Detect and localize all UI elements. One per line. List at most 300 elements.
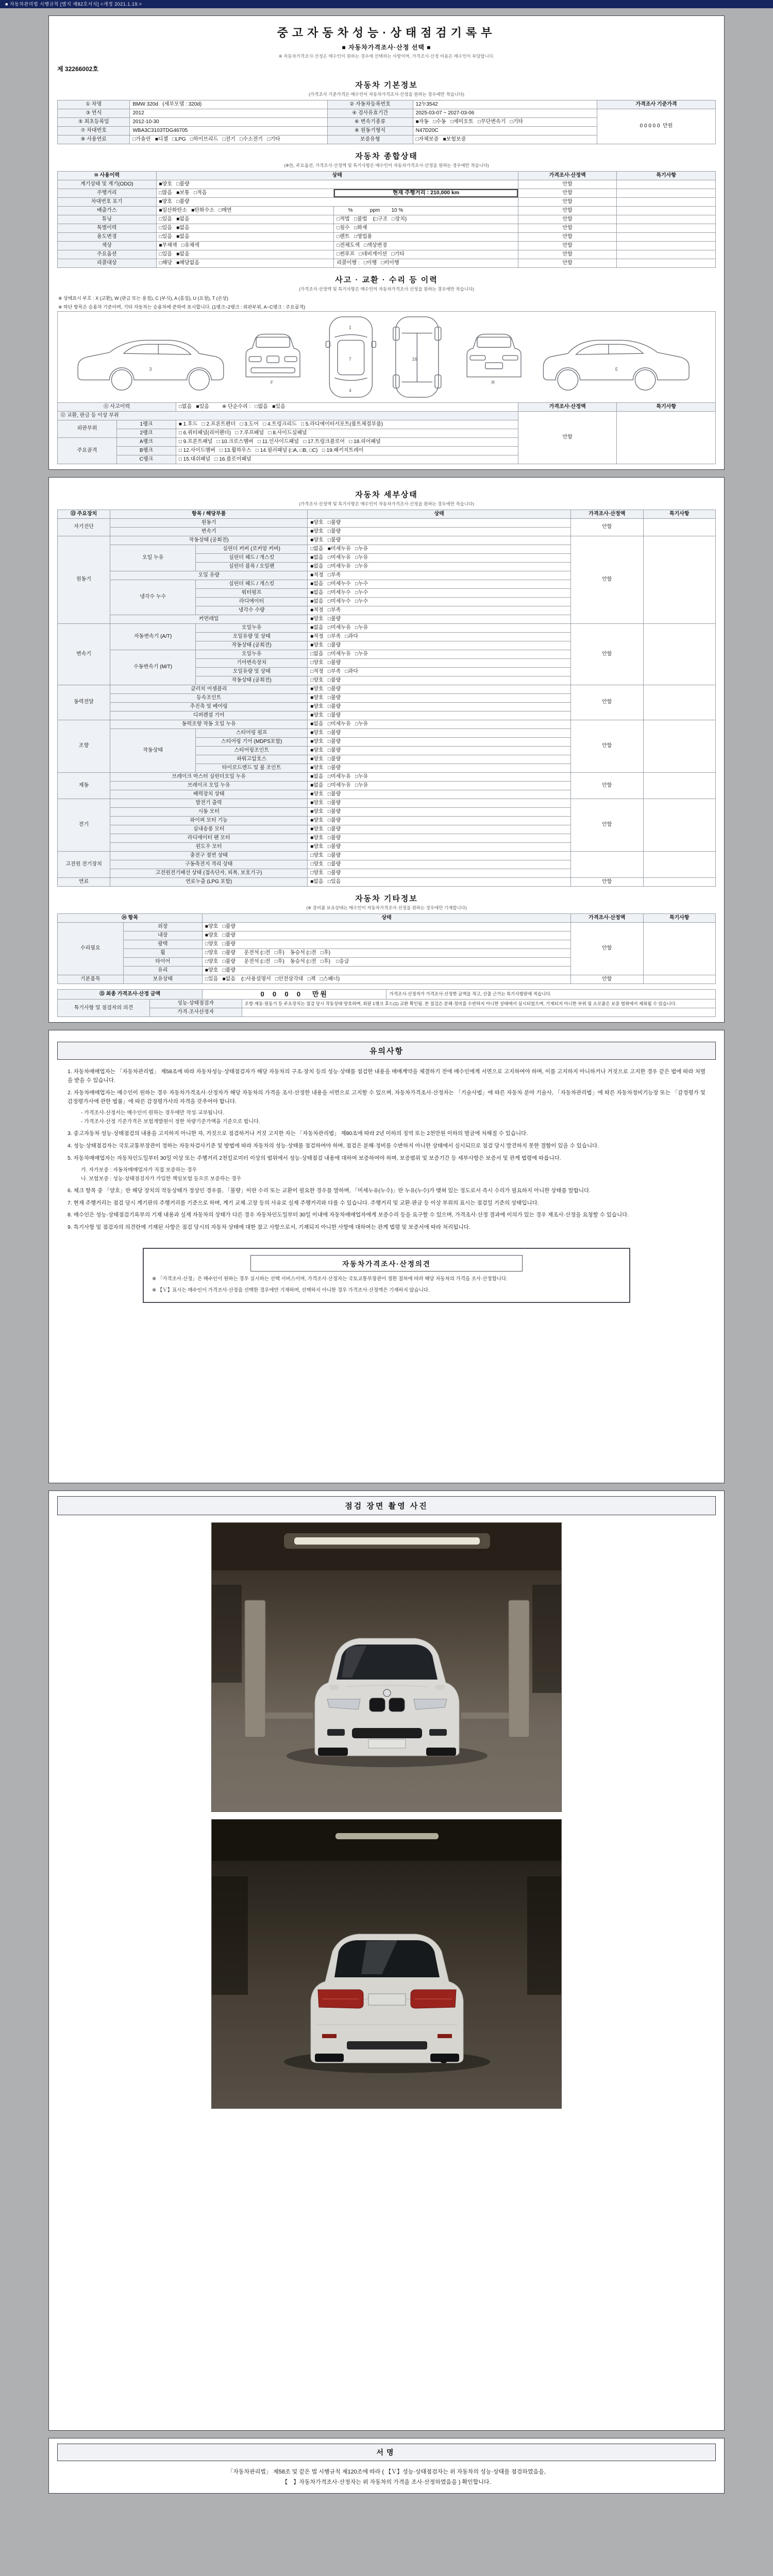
checkbox-group[interactable]: □양호 □불량 bbox=[308, 852, 571, 860]
table-cell: 기본품목 bbox=[58, 975, 124, 984]
checkbox-group[interactable]: ■없음 □미세누유 □누유 bbox=[308, 773, 571, 782]
checkbox-group[interactable]: □많음 ■보통 □적음 bbox=[156, 189, 334, 198]
table-cell bbox=[643, 878, 716, 887]
checkbox-group[interactable]: ■없음 □미세누유 □누유 bbox=[308, 624, 571, 633]
table-cell bbox=[643, 799, 716, 852]
notice-item: 8. 매수인은 성능·상태점검기록부의 기재 내용과 실제 자동차의 상태가 다른 경우 자동차인도일부터 30일 이내에 자동차매매업자에게 보증수리 등을 요구할 수 있으며, 가격조사·산정 결과에 이의가 있는 경우 재조사·산정을 요청할 수 있습니다. bbox=[68, 1212, 629, 1218]
table-cell: 외장 bbox=[123, 923, 202, 931]
section-title-detail: 자동차 세부상태 bbox=[355, 490, 418, 499]
notice-list bbox=[57, 1060, 716, 1238]
checkbox-group[interactable]: ■양호 □불량 bbox=[308, 825, 571, 834]
table-cell: 0 0 0 0 만원 bbox=[202, 990, 386, 999]
notice-item: 6. 체크 항목 중 「양호」란 해당 장치의 작동상태가 정상인 경우를, 「불량」이란 수리 또는 교환이 필요한 경우를 말하며, 「미세누유(누수)」란 누유(누수)가 맺혀 있는 정도로서 즉시 수리가 필요하지 아니한 상태를 말합니다. bbox=[68, 1187, 591, 1194]
svg-text:1: 1 bbox=[348, 325, 351, 330]
table-cell: 안함 bbox=[518, 180, 617, 189]
table-cell bbox=[617, 224, 716, 233]
table-cell: 발전기 출력 bbox=[110, 799, 308, 808]
table-cell: 특기사항 bbox=[617, 403, 716, 412]
checkbox-group[interactable]: ■양호 □불량 bbox=[308, 519, 571, 528]
checkbox-group[interactable]: ■양호 □불량 bbox=[308, 694, 571, 703]
table-cell: 외판부위 bbox=[58, 420, 117, 438]
checkbox-group[interactable]: ■없음 □미세누유 □누유 bbox=[308, 782, 571, 790]
checkbox-group[interactable]: □양호 □불량 bbox=[308, 676, 571, 685]
table-cell: 안함 bbox=[518, 412, 617, 464]
table-cell bbox=[617, 198, 716, 207]
table-cell: 실내송풍 모터 bbox=[110, 825, 308, 834]
car-outline-views-svg bbox=[60, 315, 717, 401]
table-cell: 실린더 커버 (로커암 커버) bbox=[196, 545, 308, 554]
checkbox-group[interactable]: ■적정 □부족 bbox=[308, 606, 571, 615]
checkbox-group[interactable]: ■양호 □불량 bbox=[308, 641, 571, 650]
table-cell: 안함 bbox=[518, 250, 617, 259]
table-cell: 제동 bbox=[58, 773, 110, 799]
checkbox-group[interactable]: ■양호 □불량 bbox=[308, 755, 571, 764]
table-cell: 스티어링조인트 bbox=[196, 747, 308, 755]
table-cell: 동력조향 작동 오일 누유 bbox=[110, 720, 308, 729]
table-cell bbox=[643, 852, 716, 878]
basic-info-table bbox=[57, 100, 716, 144]
table-cell: 안함 bbox=[571, 685, 643, 720]
checkbox-group[interactable]: ■양호 □불량 bbox=[308, 711, 571, 720]
svg-text:16: 16 bbox=[412, 356, 417, 362]
table-cell: 용도변경 bbox=[58, 233, 157, 242]
table-cell: WBA3C3103TDG46705 bbox=[130, 127, 327, 135]
checkbox-group[interactable]: □있음 ■없음 bbox=[156, 233, 334, 242]
table-cell: 수동변속기 (M/T) bbox=[110, 650, 196, 685]
table-cell: ⑨ 사용연료 bbox=[58, 135, 130, 144]
document-subtitle: ■ 자동차가격조사·산정 선택 ■ bbox=[342, 44, 431, 51]
checkbox-group[interactable]: ■양호 □불량 bbox=[308, 685, 571, 694]
table-cell: 냉각수 수량 bbox=[196, 606, 308, 615]
document-title: 중고자동차성능·상태점검기록부 bbox=[277, 26, 496, 39]
checkbox-group[interactable]: □양호 □불량 bbox=[308, 659, 571, 668]
checkbox-group[interactable]: □양호 □불량 운전석 (□전 □후) 동승석 (□전 □후) □응급 bbox=[202, 958, 570, 967]
table-cell: 가격조사·산정액 bbox=[518, 403, 617, 412]
table-cell: 자기진단 bbox=[58, 519, 110, 536]
checkbox-group[interactable]: □적정 □부족 □과다 bbox=[308, 668, 571, 676]
table-cell: 가격조사 기준가격 bbox=[597, 100, 716, 109]
checkbox-group[interactable]: □양호 □불량 bbox=[308, 869, 571, 878]
section-note-etc: (※ 장비품 보유상태는 매수인이 자동차가격조사·산정을 원하는 경우에만 기재합니다) bbox=[306, 905, 467, 910]
checkbox-group[interactable]: □양호 □불량 운전석 (□전 □후) 동승석 (□전 □후) bbox=[202, 949, 570, 958]
photo-front-svg bbox=[212, 1523, 562, 1811]
table-cell: 특기사항 bbox=[643, 510, 716, 519]
checkbox-group[interactable]: ■없음 □미세누수 □누수 bbox=[308, 580, 571, 589]
section-title-comprehensive: 자동차 종합상태 bbox=[355, 152, 418, 161]
checkbox-group[interactable]: □썬루프 □네비게이션 □기타 bbox=[334, 250, 518, 259]
checkbox-group[interactable]: □자체보증 ■보험보증 bbox=[413, 135, 597, 144]
table-cell: 스티어링 펌프 bbox=[196, 729, 308, 738]
table-cell: 타이로드엔드 및 볼 조인트 bbox=[196, 764, 308, 773]
section-note-detail: (가격조사·산정액 및 특기사항은 매수인이 자동차가격조사·산정을 원하는 경우에만 적습니다) bbox=[299, 501, 474, 506]
checkbox-group[interactable]: ■없음 □미세누유 □누유 bbox=[308, 554, 571, 563]
table-cell: 윈도우 모터 bbox=[110, 843, 308, 852]
section-note-accident: (가격조사·산정액 및 특기사항은 매수인이 자동차가격조사·산정을 원하는 경우에만 적습니다) bbox=[299, 286, 474, 292]
checkbox-group[interactable]: □양호 □불량 bbox=[308, 860, 571, 869]
table-cell: 항목 / 해당부품 bbox=[110, 510, 308, 519]
price-appraisal-opinion-box bbox=[143, 1248, 630, 1303]
table-cell: 등속조인트 bbox=[110, 694, 308, 703]
notice-item: 7. 현재 주행거리는 점검 당시 계기판의 주행거리를 기준으로 하며, 계기 교체·고장 등의 사유로 실제 주행거리와 다를 수 있습니다. 주행거리 및 교환·판금 등 이상 부위의 표시는 점검일 기준의 상태입니다. bbox=[68, 1199, 539, 1206]
table-cell: 튜닝 bbox=[58, 215, 157, 224]
table-cell: 연료 bbox=[58, 878, 110, 887]
table-cell: 안함 bbox=[571, 923, 643, 975]
table-cell: 주요옵션 bbox=[58, 250, 157, 259]
checkbox-group[interactable]: ■양호 □불량 bbox=[156, 180, 518, 189]
table-cell: ⑦ 차대번호 bbox=[58, 127, 130, 135]
checkbox-group[interactable]: ■양호 □불량 bbox=[308, 703, 571, 711]
table-cell: ③ 연식 bbox=[58, 109, 130, 118]
table-cell: 디퍼렌셜 기어 bbox=[110, 711, 308, 720]
checkbox-group[interactable]: □있음 ■없음 bbox=[156, 215, 334, 224]
table-cell: 오일유량 및 상태 bbox=[196, 668, 308, 676]
table-cell: 안함 bbox=[518, 242, 617, 250]
svg-text:F: F bbox=[270, 380, 274, 385]
checkbox-group[interactable]: ■양호 □불량 bbox=[202, 967, 570, 975]
table-cell: ① 차명 bbox=[58, 100, 130, 109]
panel-detail-state bbox=[48, 477, 725, 1023]
notice-item: 5. 자동차매매업자는 자동차인도일부터 30일 이상 또는 주행거리 2천킬로미터 이상의 범위에서 성능·상태점검 내용에 대하여 보증하여야 하며, 보증범위 및 보증기간 등 세부사항은 보증서 및 관계 법령에 따릅니다. bbox=[68, 1155, 561, 1162]
table-cell: 가격조사·산정자가 가격조사·산정한 금액을 적고, 산출 근거는 특기사항란에 적습니다. bbox=[386, 990, 716, 999]
table-cell: 원동기 bbox=[110, 519, 308, 528]
checkbox-group[interactable]: ■양호 □불량 bbox=[308, 738, 571, 747]
checkbox-group[interactable]: ■없음 □미세누유 □누유 bbox=[308, 563, 571, 571]
table-cell: 작동상태 (공회전) bbox=[196, 676, 308, 685]
table-cell: 상태 bbox=[202, 914, 570, 923]
table-cell: ⑩ 사용이력 bbox=[58, 172, 157, 180]
table-cell bbox=[617, 233, 716, 242]
panel-signature bbox=[48, 2438, 725, 2494]
table-cell: 변속기 bbox=[110, 528, 308, 536]
table-cell bbox=[643, 624, 716, 685]
table-cell: 2012 bbox=[130, 109, 327, 118]
price-appraisal-opinion-line1: ※ 「가격조사·산정」은 매수인이 원하는 경우 실시하는 선택 서비스이며, 가격조사·산정자는 국토교통부장관이 정한 절차에 따라 해당 자동차의 가격을 조사·산정합니다. bbox=[152, 1276, 508, 1282]
table-cell: 실린더 헤드 / 개스킷 bbox=[196, 554, 308, 563]
table-cell: 성능·상태점검자 bbox=[149, 999, 242, 1008]
table-cell: 특별이력 bbox=[58, 224, 157, 233]
table-cell bbox=[643, 685, 716, 720]
checkbox-group[interactable]: □침수 □화재 bbox=[334, 224, 518, 233]
table-cell: 차대번호 표기 bbox=[58, 198, 157, 207]
comprehensive-state-table bbox=[57, 171, 716, 268]
checkbox-group[interactable]: ■양호 □불량 bbox=[308, 747, 571, 755]
notice-item: 1. 자동차매매업자는 「자동차관리법」 제58조에 따라 자동차성능·상태점검자가 해당 자동차의 구조·장치 등의 성능·상태를 점검한 내용을 매매계약을 체결하기 전에 매수인에게 서면으로 고지하여야 하며, 이를 고지하지 아니하거나 거짓으로 고지한 경우 같은 법에 따라 처벌을 받을 수 있습니다. bbox=[68, 1069, 705, 1084]
table-cell bbox=[643, 773, 716, 799]
notice-subitem: 가. 자가보증 : 자동차매매업자가 직접 보증하는 경우 bbox=[81, 1167, 197, 1173]
table-cell bbox=[643, 536, 716, 624]
table-cell bbox=[617, 259, 716, 268]
checkbox-group[interactable]: ■양호 □불량 bbox=[308, 843, 571, 852]
svg-text:4: 4 bbox=[348, 388, 351, 394]
table-cell: ⑮ 최종 가격조사·산정 금액 bbox=[58, 990, 203, 999]
table-cell: 가격조사·산정액 bbox=[571, 914, 643, 923]
checkbox-group[interactable]: ■없음 □미세누수 □누수 bbox=[308, 598, 571, 606]
inspection-photo-front bbox=[211, 1522, 562, 1812]
panel-photos bbox=[48, 1490, 725, 2431]
table-cell: 변속기 bbox=[58, 624, 110, 685]
price-appraisal-opinion-line2: ※ 【Ｖ】표시는 매수인이 가격조사·산정을 선택한 경우에만 기재하며, 선택하지 아니한 경우 가격조사·산정액은 기재하지 않습니다. bbox=[152, 1287, 430, 1294]
checkbox-group[interactable]: □가솔린 ■디젤 □LPG □하이브리드 □전기 □수소전기 □기타 bbox=[130, 135, 327, 144]
table-cell: 워터펌프 bbox=[196, 589, 308, 598]
table-cell: 안함 bbox=[571, 624, 643, 685]
inspector-opinion-table bbox=[57, 999, 716, 1017]
table-cell: 작동상태 (공회전) bbox=[196, 641, 308, 650]
table-cell bbox=[617, 207, 716, 215]
checkbox-group[interactable]: ■양호 □불량 bbox=[202, 931, 570, 940]
table-cell: 라디에이터 bbox=[196, 598, 308, 606]
table-cell: 고전원전기배선 상태 (접속단자, 피복, 보호기구) bbox=[110, 869, 308, 878]
table-cell: 안함 bbox=[571, 975, 643, 984]
table-cell: 안함 bbox=[518, 215, 617, 224]
checkbox-group[interactable]: □적법 □불법 (□구조 □장치) bbox=[334, 215, 518, 224]
detail-state-table bbox=[57, 510, 716, 887]
checkbox-group[interactable]: ■양호 □불량 bbox=[308, 536, 571, 545]
checkbox-group[interactable]: □해당 ■해당없음 bbox=[156, 259, 334, 268]
table-cell: 원동기 bbox=[58, 536, 110, 624]
table-cell: ⑪ 사고이력 bbox=[58, 403, 176, 412]
table-cell: 파워고압호스 bbox=[196, 755, 308, 764]
table-cell: 리콜대상 bbox=[58, 259, 157, 268]
table-cell: 수리필요 bbox=[58, 923, 124, 975]
table-cell: 라디에이터 팬 모터 bbox=[110, 834, 308, 843]
notice-item: 4. 성능·상태점검자는 국토교통부장관이 정하는 자동차검사기준 및 방법에 따라 자동차의 성능·상태를 점검하여야 하며, 점검은 분해·정비를 수반하지 아니한 상태에서 실시되므로 점검 당시 발견하지 못한 결함이 있을 수 있습니다. bbox=[68, 1143, 599, 1149]
checkbox-group[interactable]: □ 6.쿼터패널(리어펜더) □ 7.루프패널 □ 8.사이드실패널 bbox=[176, 429, 518, 438]
table-cell: 안함 bbox=[571, 536, 643, 624]
final-price-table bbox=[57, 989, 716, 999]
checkbox-group[interactable]: % ppm 10 % bbox=[334, 207, 518, 215]
checkbox-group[interactable]: ■양호 □불량 bbox=[156, 198, 518, 207]
table-cell bbox=[617, 412, 716, 464]
table-cell: 시동 모터 bbox=[110, 808, 308, 817]
table-cell: 작동상태 bbox=[110, 729, 196, 773]
section-title-notices: 유의사항 bbox=[57, 1042, 716, 1060]
table-cell: 오일누유 bbox=[196, 624, 308, 633]
checkbox-group[interactable]: □렌트 □영업용 bbox=[334, 233, 518, 242]
table-cell: 가격조사·산정액 bbox=[571, 510, 643, 519]
checkbox-group[interactable]: ■없음 □있음 bbox=[308, 878, 571, 887]
table-cell: ② 자동차등록번호 bbox=[327, 100, 413, 109]
table-cell bbox=[643, 975, 715, 984]
table-cell: C랭크 bbox=[116, 455, 176, 464]
table-cell: 조향·제동·원동기 등 주요장치는 점검 당시 작동상태 양호하며, 외판 1랭크 후드(1) 교환 확인됨. 본 점검은 분해·정비를 수반하지 아니한 상태에서 실시되었으며, 기재되지 아니한 부위 및 소모품은 보증 범위에서 제외될 수 있습니다. bbox=[242, 999, 715, 1008]
table-cell: 안함 bbox=[571, 799, 643, 852]
section-note-basic-info: (가격조사 기준가격은 매수인이 자동차가격조사·산정을 원하는 경우에만 적습니다) bbox=[309, 92, 464, 97]
checkbox-group[interactable]: □있음 ■없음 bbox=[156, 224, 334, 233]
checkbox-group[interactable]: ■ 1.후드 □ 2.프론트펜더 □ 3.도어 □ 4.트렁크리드 □ 5.라디에이터서포트(볼트체결부품) bbox=[176, 420, 518, 429]
table-cell: 충전구 절연 상태 bbox=[110, 852, 308, 860]
notice-item: 2. 자동차매매업자는 매수인이 원하는 경우 자동차가격조사·산정자가 해당 자동차의 가격을 조사·산정한 내용을 서면으로 고지할 수 있으며, 자동차가격조사·산정자는 「기술사법」에 따른 자동차 분야 기술사, 「자동차관리법」에 따른 자동차정비기능장 또는 「감정평가 및 감정평가사에 관한 법률」에 따른 감정평가사의 자격을 갖추어야 합니다. bbox=[68, 1089, 705, 1105]
notice-item: 3. 중고자동차 성능·상태점검의 내용을 고지하지 아니한 자, 거짓으로 점검하거나 거짓 고지한 자는 「자동차관리법」 제80조에 따라 2년 이하의 징역 또는 2천만원 이하의 벌금에 처해질 수 있습니다. bbox=[68, 1130, 528, 1137]
table-cell: 가격조사·산정액 bbox=[518, 172, 617, 180]
checkbox-group[interactable]: □있음 ■없음 bbox=[156, 250, 334, 259]
table-cell: 상태 bbox=[156, 172, 518, 180]
table-cell: 상태 bbox=[308, 510, 571, 519]
section-title-accident: 사고 · 교환 · 수리 등 이력 bbox=[335, 276, 438, 284]
table-cell: BMW 320d (세부모델 : 320d) bbox=[130, 100, 327, 109]
checkbox-group[interactable]: 리콜이행 : □이행 □미이행 bbox=[334, 259, 518, 268]
table-cell: ⑤ 최초등록일 bbox=[58, 118, 130, 127]
table-cell: 안함 bbox=[518, 259, 617, 268]
table-cell: 클러치 어셈블리 bbox=[110, 685, 308, 694]
checkbox-group[interactable]: □ 15.대쉬패널 □ 16.플로어패널 bbox=[176, 455, 518, 464]
table-cell bbox=[617, 180, 716, 189]
checkbox-group[interactable]: ■자동 □수동 □세미오토 □무단변속기 □기타 bbox=[413, 118, 597, 127]
section-title-signature: 서명 bbox=[57, 2444, 716, 2461]
notice-subitem: 나. 보험보증 : 성능·상태점검자가 가입한 책임보험 등으로 보증하는 경우 bbox=[81, 1176, 242, 1182]
price-appraisal-opinion-title: 자동차가격조사·산정의견 bbox=[250, 1255, 523, 1272]
table-cell bbox=[643, 923, 715, 975]
checkbox-group[interactable]: ■적정 □부족 □과다 bbox=[308, 633, 571, 641]
checkbox-group[interactable]: □양호 □불량 bbox=[202, 940, 570, 949]
signature-statement-line1: 「자동차관리법」 제58조 및 같은 법 시행규칙 제120조에 따라 ( 【Ｖ】성능·상태점검자는 위 자동차의 성능·상태를 점검하였음을, bbox=[227, 2469, 546, 2476]
table-cell: N47D20C bbox=[413, 127, 597, 135]
table-cell: 구동축전지 격리 상태 bbox=[110, 860, 308, 869]
notice-subitem: - 가격조사·산정 기준가격은 보험개발원이 정한 차량기준가액을 기준으로 합니다. bbox=[81, 1119, 260, 1125]
notice-subitem: - 가격조사·산정서는 매수인이 원하는 경우에만 작성·교부됩니다. bbox=[81, 1110, 224, 1116]
checkbox-group[interactable]: □ 12.사이드멤버 □ 13.휠하우스 □ 14.필러패널 (□A, □B, □C) □ 19.패키지트레이 bbox=[176, 447, 518, 455]
table-cell: B랭크 bbox=[116, 447, 176, 455]
table-cell: 오일 누유 bbox=[110, 545, 196, 571]
table-cell: 기어변속장치 bbox=[196, 659, 308, 668]
table-cell: 색상 bbox=[58, 242, 157, 250]
notice-item: 9. 특기사항 및 점검자의 의견란에 기재된 사항은 점검 당시의 자동차 상태에 대한 참고 사항으로서, 기재되지 아니한 사항에 대하여는 관계 법령 및 보증서에 따라 처리됩니다. bbox=[68, 1224, 470, 1231]
table-cell: 안함 bbox=[571, 773, 643, 799]
section-title-basic-info: 자동차 기본정보 bbox=[355, 81, 418, 90]
table-cell: 2랭크 bbox=[116, 429, 176, 438]
document-number: 제 32266002호 bbox=[57, 65, 98, 73]
table-cell: 브레이크 오일 누유 bbox=[110, 782, 308, 790]
table-cell: 주요골격 bbox=[58, 438, 117, 464]
table-cell: 와이퍼 모터 기능 bbox=[110, 817, 308, 825]
table-cell: 타이어 bbox=[123, 958, 202, 967]
checkbox-group[interactable]: ■양호 □불량 bbox=[202, 923, 570, 931]
checkbox-group[interactable]: ■양호 □불량 bbox=[308, 615, 571, 624]
table-cell: ⑧ 원동기형식 bbox=[327, 127, 413, 135]
table-cell: 2012-10-30 bbox=[130, 118, 327, 127]
damage-code-legend: ※ 상태표시 부호 : X (교환), W (판금 또는 용접), C (부식), A (흠집), U (요철), T (손상) bbox=[58, 296, 228, 301]
table-cell: 현재 주행거리 : 210,000 km bbox=[334, 189, 518, 198]
table-cell: 특기사항 bbox=[617, 172, 716, 180]
checkbox-group[interactable]: ■양호 □불량 bbox=[308, 729, 571, 738]
checkbox-group[interactable]: □있음 ■없음 (□사용설명서 □안전삼각대 □잭 □스패너) bbox=[202, 975, 570, 984]
table-cell: 안함 bbox=[571, 720, 643, 773]
table-cell: 배력장치 상태 bbox=[110, 790, 308, 799]
panel-notices bbox=[48, 1030, 725, 1483]
table-cell: 휠 bbox=[123, 949, 202, 958]
table-cell: 연료누출 (LPG 포함) bbox=[110, 878, 308, 887]
table-cell: 커먼레일 bbox=[110, 615, 308, 624]
checkbox-group[interactable]: ■무채색 □유채색 bbox=[156, 242, 334, 250]
checkbox-group[interactable]: □없음 ■있음 ※ 단순수리 : □없음 ■있음 bbox=[176, 403, 518, 412]
table-cell: 전기 bbox=[58, 799, 110, 852]
checkbox-group[interactable]: ■양호 □불량 bbox=[308, 808, 571, 817]
checkbox-group[interactable]: ■양호 □불량 bbox=[308, 799, 571, 808]
table-cell bbox=[617, 215, 716, 224]
svg-text:3: 3 bbox=[149, 366, 152, 372]
damage-code-legend-2: ※ 하단 항목은 승용차 기준이며, 기타 자동차는 승용차에 준하여 표시합니다. (1랭크~2랭크 : 외판부위, A~C랭크 : 주요골격) bbox=[58, 304, 306, 310]
table-cell: 주행거리 bbox=[58, 189, 157, 198]
table-cell: 유리 bbox=[123, 967, 202, 975]
table-cell bbox=[242, 1008, 715, 1017]
panel-basic-and-condition bbox=[48, 15, 725, 470]
table-cell: 0 0 0 0 0 만원 bbox=[597, 109, 716, 144]
checkbox-group[interactable]: □없음 ■미세누유 □누유 bbox=[308, 545, 571, 554]
checkbox-group[interactable]: ■양호 □불량 bbox=[308, 834, 571, 843]
table-cell: 스티어링 기어 (MDPS포함) bbox=[196, 738, 308, 747]
checkbox-group[interactable]: ■양호 □불량 bbox=[308, 528, 571, 536]
table-cell: ⑥ 변속기종류 bbox=[327, 118, 413, 127]
table-cell: ⑫ 교환, 판금 등 이상 부위 bbox=[58, 412, 518, 420]
table-cell: 오일유량 및 상태 bbox=[196, 633, 308, 641]
table-cell: ⑭ 항목 bbox=[58, 914, 203, 923]
table-cell: 안함 bbox=[571, 878, 643, 887]
table-cell: 고전원 전기장치 bbox=[58, 852, 110, 878]
table-cell bbox=[617, 189, 716, 198]
inspection-photo-rear bbox=[211, 1819, 562, 2109]
checkbox-group[interactable]: □없음 □미세누유 □누유 bbox=[308, 650, 571, 659]
svg-text:R: R bbox=[491, 380, 495, 385]
checkbox-group[interactable]: ■일산화탄소 ■탄화수소 □매연 bbox=[156, 207, 334, 215]
photo-rear-svg bbox=[212, 1820, 562, 2108]
table-cell bbox=[617, 242, 716, 250]
table-cell: 보유상태 bbox=[123, 975, 202, 984]
checkbox-group[interactable]: ■양호 □불량 bbox=[308, 817, 571, 825]
etc-info-table bbox=[57, 913, 716, 984]
document-subtitle-note: ※ 자동차가격조사·산정은 매수인이 원하는 경우에 선택하는 사항이며, 가격조사·산정 비용은 매수인이 부담합니다. bbox=[278, 54, 495, 59]
section-title-photos: 점검 장면 촬영 사진 bbox=[57, 1496, 716, 1515]
checkbox-group[interactable]: ■없음 □미세누유 □누유 bbox=[308, 720, 571, 729]
table-cell: 실린더 헤드 / 개스킷 bbox=[196, 580, 308, 589]
table-cell: 안함 bbox=[571, 519, 643, 536]
checkbox-group[interactable]: ■양호 □불량 bbox=[308, 764, 571, 773]
table-cell: 특기사항 bbox=[643, 914, 715, 923]
table-cell: 내장 bbox=[123, 931, 202, 940]
table-cell: 12누3542 bbox=[413, 100, 597, 109]
table-cell: 냉각수 누수 bbox=[110, 580, 196, 615]
table-cell: 광택 bbox=[123, 940, 202, 949]
table-cell: 보증유형 bbox=[327, 135, 413, 144]
checkbox-group[interactable]: ■적정 □부족 bbox=[308, 571, 571, 580]
table-cell: 2025-03-07 ~ 2027-03-06 bbox=[413, 109, 597, 118]
table-cell: 브레이크 마스터 실린더오일 누유 bbox=[110, 773, 308, 782]
table-cell bbox=[571, 852, 643, 878]
table-cell: 실린더 블록 / 오일팬 bbox=[196, 563, 308, 571]
checkbox-group[interactable]: ■없음 □미세누수 □누수 bbox=[308, 589, 571, 598]
form-reference-text: ■ 자동차관리법 시행규칙 [별지 제82호서식] <개정 2021.1.19.> bbox=[5, 2, 142, 7]
section-title-etc: 자동차 기타정보 bbox=[355, 894, 418, 903]
table-cell: A랭크 bbox=[116, 438, 176, 447]
photo-area-spacer bbox=[57, 2116, 716, 2425]
table-cell: ④ 검사유효기간 bbox=[327, 109, 413, 118]
table-cell: 조향 bbox=[58, 720, 110, 773]
accident-history-table bbox=[57, 402, 716, 464]
table-cell: 추진축 및 베어링 bbox=[110, 703, 308, 711]
form-reference-bar bbox=[0, 0, 773, 8]
svg-text:7: 7 bbox=[348, 356, 351, 362]
table-cell: 오일누유 bbox=[196, 650, 308, 659]
table-cell: 안함 bbox=[518, 224, 617, 233]
table-cell bbox=[617, 250, 716, 259]
table-cell: 계기상태 및 계기(ODO) bbox=[58, 180, 157, 189]
table-cell: 동력전달 bbox=[58, 685, 110, 720]
table-cell: 오일 유량 bbox=[110, 571, 308, 580]
section-note-comprehensive: (※色, 주요옵션, 가격조사·산정액 및 특기사항은 매수인이 자동차가격조사·산정을 원하는 경우에만 적습니다) bbox=[284, 163, 489, 168]
table-cell: 안함 bbox=[518, 233, 617, 242]
table-cell: 작동상태 (공회전) bbox=[110, 536, 308, 545]
checkbox-group[interactable]: ■양호 □불량 bbox=[308, 790, 571, 799]
checkbox-group[interactable]: □ 9.프론트패널 □ 10.크로스멤버 □ 11.인사이드패널 □ 17.트렁크플로어 □ 18.리어패널 bbox=[176, 438, 518, 447]
checkbox-group[interactable]: □전체도색 □색상변경 bbox=[334, 242, 518, 250]
